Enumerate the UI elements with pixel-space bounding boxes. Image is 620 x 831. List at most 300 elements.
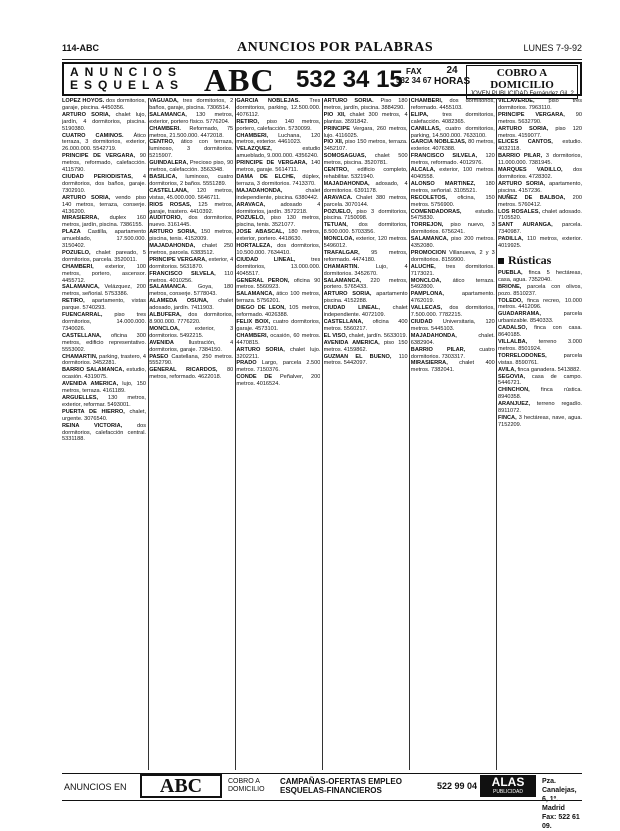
- classified-ad: [324, 139, 408, 153]
- ad-text: piso 3 dormitorios, piscina. 7150098.: [323, 208, 408, 222]
- ad-text: oficina 400 metros. 5560217.: [323, 319, 408, 332]
- classified-ad: [62, 354, 146, 368]
- footer-campaigns-2: ESQUELAS-FINANCIEROS: [280, 786, 382, 795]
- ad-heading: GENERAL PERON,: [236, 277, 290, 284]
- classified-ad: [498, 353, 582, 367]
- ad-heading: PIO XII,: [323, 139, 344, 146]
- ad-text: dos dormitorios. 4728302.: [498, 167, 582, 180]
- ad-heading: ARTURO SORIA,: [149, 229, 197, 236]
- ad-heading: CIUDAD: [410, 319, 433, 325]
- ad-heading: PLAZA: [62, 229, 81, 236]
- ad-heading: MARQUES VADILLO,: [498, 167, 563, 174]
- classified-ad: [324, 195, 408, 209]
- classified-ad: [498, 181, 582, 195]
- classified-ad: [324, 305, 408, 319]
- ad-text: 110 metros. 4010256.: [149, 270, 234, 284]
- classified-ad: [62, 250, 146, 264]
- classified-ad: [149, 326, 233, 340]
- ad-text: edificio completo, rehabilitar. 5321940.: [323, 167, 408, 180]
- classified-ad: [411, 360, 495, 374]
- classified-ad: [411, 291, 495, 305]
- ad-text: Ático terraza, 3 dormitorios, exterior, 26.000.000. 5542719.: [62, 132, 146, 153]
- ad-heading: POZUELO,: [236, 215, 265, 222]
- ad-text: Universitaria, 120 metros. 5445103.: [410, 319, 495, 332]
- ad-heading: CASTELLANA,: [149, 187, 189, 194]
- ad-text: dos dormitorios, garaje, piscina. 4450356.: [62, 98, 146, 111]
- classified-ad: [62, 195, 146, 216]
- ad-heading: AVILA,: [498, 366, 516, 373]
- ad-text: estudio amueblado, 9.000.000. 4356240.: [236, 146, 321, 160]
- ad-heading: ALBUFERA,: [149, 312, 182, 319]
- ad-text: piso tres dormitorios. 7963110.: [498, 98, 582, 111]
- column-divider: [235, 98, 236, 770]
- ad-heading: GARCIA NOBLEJAS.: [236, 98, 300, 104]
- column-divider: [496, 98, 497, 770]
- section-title: ANUNCIOS POR PALABRAS: [237, 40, 434, 55]
- ad-text: ocasión, 60 metros. 4470815.: [236, 332, 321, 346]
- classified-ad: [149, 112, 233, 126]
- ad-text: parcela urbanizable. 8540333.: [498, 311, 582, 325]
- ad-text: dos dormitorios, 10.500.000. 7634410.: [236, 243, 321, 256]
- ad-text: dos dormitorios, reformado. 4455103.: [410, 98, 495, 111]
- ad-text: Castellana, 250 metros. 5552790.: [149, 353, 234, 367]
- fax-label: FAX: [406, 67, 422, 76]
- classified-ad: [498, 139, 582, 153]
- ad-text: chalet lujo, jardín, 4 dormitorios, piscina. 5190380.: [62, 111, 146, 132]
- ad-text: Villanueva, 2 y 3 dormitorios. 8159900.: [410, 249, 495, 263]
- ad-heading: TETUAN,: [323, 222, 348, 229]
- ad-text: chalet, jardín. 5633019.: [348, 332, 408, 339]
- ad-heading: MONCLOA,: [323, 236, 355, 243]
- classified-ad: [411, 264, 495, 278]
- classified-ad: [62, 174, 146, 195]
- banner-line-1: ANUNCIOS: [70, 65, 183, 79]
- ad-text: parcela vistas. 8590761.: [498, 352, 582, 366]
- footer-campaigns-1: CAMPAÑAS-OFERTAS EMPLEO: [280, 777, 402, 786]
- ad-text: chalet adosado. 7105520.: [498, 208, 582, 222]
- alas-logo: [480, 775, 536, 797]
- classified-ad: [149, 98, 233, 112]
- ad-text: chalet, urgente. 3076540.: [62, 408, 146, 422]
- classified-ad: [236, 347, 320, 361]
- ad-heading: GUZMAN EL BUENO,: [323, 353, 392, 360]
- ad-text: exterior, 100 metros, portero, ascensor. 4455712.: [62, 263, 146, 284]
- classified-ad: [411, 347, 495, 361]
- ad-text: 200 metros. 5760412.: [498, 194, 582, 208]
- ad-text: luminoso, cuatro dormitorios, 2 baños. 5551289.: [149, 173, 234, 187]
- ad-text: casa de campo. 5446721.: [498, 373, 582, 387]
- ad-heading: AVENIDA AMERICA,: [62, 381, 119, 388]
- column-divider: [322, 98, 323, 770]
- header-rule: [62, 59, 582, 60]
- ad-text: chalet independiente. 4072109.: [323, 305, 408, 319]
- ad-text: vendo piso 140 metros, terraza, conserje. 4136200.: [62, 194, 146, 215]
- classified-ad: [324, 209, 408, 223]
- ad-heading: ARANJUEZ,: [498, 401, 531, 408]
- ad-text: 3 dormitorios, 11.000.000. 7381945.: [498, 153, 582, 167]
- classified-ad: [498, 367, 582, 374]
- classified-ad: [62, 284, 146, 298]
- ad-heading: ALUCHE,: [410, 263, 436, 270]
- classifieds-banner: [62, 62, 582, 96]
- classified-ad: [236, 257, 320, 278]
- ad-heading: LOS ROSALES,: [498, 208, 541, 215]
- footer-cobro: [228, 778, 265, 794]
- classified-ad: [498, 209, 582, 223]
- classified-ad: [411, 278, 495, 292]
- cobro-subtitle: JOVEN PUBLICIDAD Fernández Gil, 2: [470, 91, 574, 97]
- ad-text: dos dormitorios, 7.500.000. 7782215.: [410, 305, 495, 319]
- ad-heading: RECOLETOS,: [410, 194, 448, 201]
- classified-ad: [149, 160, 233, 174]
- ad-text: exterior, 3 dormitorios. 5492215.: [149, 325, 234, 339]
- classified-ad: [411, 98, 495, 112]
- ad-heading: CHAMBERI,: [410, 98, 443, 104]
- ad-heading: FUENCARRAL,: [62, 312, 103, 319]
- ad-heading: VELAZQUEZ,: [236, 146, 272, 153]
- classified-ad: [236, 333, 320, 347]
- ad-heading: MONCLOA,: [410, 277, 442, 284]
- classified-ad: [236, 243, 320, 257]
- classified-ad: [324, 236, 408, 250]
- ad-heading: NUÑEZ DE BALBOA,: [498, 194, 566, 201]
- classified-ad: [62, 395, 146, 409]
- classified-ad: [324, 167, 408, 181]
- ad-heading: PRADO: [236, 360, 257, 367]
- ad-heading: PRINCIPE VERGARA,: [149, 256, 207, 263]
- classified-ad: [498, 195, 582, 209]
- ad-text: 80 metros, exterior. 4076388.: [410, 139, 495, 153]
- ad-heading: JOSE ABASCAL,: [236, 229, 285, 236]
- ad-text: estudio, ocasión. 4319075.: [62, 367, 146, 381]
- ad-text: Piso 180 metros, jardín, piscina. 3884290.: [323, 98, 408, 111]
- classified-ad: [62, 381, 146, 395]
- classified-ad: [62, 333, 146, 354]
- ad-text: adosado 4 dormitorios, jardín. 3572218.: [236, 201, 321, 215]
- ad-text: parking, trastero, 4 dormitorios. 3452281.: [62, 353, 146, 367]
- ad-heading: ARTURO SORIA,: [498, 180, 546, 187]
- footer-cobro-1: COBRO A: [228, 778, 260, 785]
- ad-heading: BARRIO PILAR,: [410, 346, 466, 353]
- ad-heading: CASTELLANA,: [62, 332, 102, 339]
- ad-heading: CHAMBERI.: [149, 125, 181, 132]
- ad-text: 4 dormitorios, dos baños, garaje. 7302910.: [62, 173, 146, 194]
- classified-ad: [498, 298, 582, 312]
- ad-heading: ARAVACA.: [323, 194, 353, 201]
- classified-ad: [62, 409, 146, 423]
- ad-heading: ELICES CANTOS,: [498, 139, 553, 146]
- ad-text: finca rústica. 8940358.: [498, 387, 582, 401]
- ad-heading: MIRASIERRA,: [410, 360, 448, 367]
- footer-ad: [62, 773, 582, 830]
- classified-ad: [324, 153, 408, 167]
- ad-column: [324, 98, 408, 770]
- ad-heading: CHINCHON,: [498, 387, 530, 394]
- ad-heading: PRINCIPE: [323, 125, 351, 132]
- ad-text: piso tres dormitorios, 14.000.000. 7340026.: [62, 312, 146, 332]
- ad-text: oficina 90 metros. 5560923.: [236, 277, 321, 291]
- ad-text: 150 metros, piscina, tenis. 4152009.: [149, 229, 234, 243]
- ad-text: cuatro dormitorios. 7303317.: [410, 346, 495, 360]
- ad-text: 105 metros, reformado. 4026388.: [236, 305, 321, 319]
- ad-column: [62, 98, 146, 770]
- ad-text: apartamento. 4762019.: [410, 291, 495, 305]
- classified-ad: [411, 333, 495, 347]
- ad-heading: DAMA DE ELCHE,: [236, 173, 296, 180]
- ad-text: dos dormitorios, calefacción central. 5331188.: [62, 422, 146, 443]
- ad-text: 110 metros. 5442097.: [323, 353, 408, 367]
- classified-ad: [236, 133, 320, 147]
- ad-heading: CENTRO,: [323, 167, 349, 174]
- classified-ad: [411, 209, 495, 223]
- ad-text: 180 metros, señorial. 3105521.: [410, 180, 495, 194]
- ad-heading: VILLALBA,: [498, 339, 528, 345]
- ad-text: piso 150 metros. 4159862.: [323, 339, 408, 353]
- ad-heading: POZUELO,: [62, 249, 91, 256]
- ad-text: adosado, 4 dormitorios. 6391178.: [323, 180, 408, 194]
- ad-column: [236, 98, 320, 770]
- ad-heading: GARCIA NOBLEJAS,: [410, 139, 467, 146]
- ad-heading: ARTURO SORIA,: [498, 125, 549, 132]
- footer-address-2: Fax: 522 61 09.: [542, 814, 580, 830]
- classified-ad: [324, 126, 408, 140]
- ad-text: exterior, 4 dormitorios. 5631870.: [149, 256, 234, 270]
- ad-heading: PAMPLONA,: [410, 291, 444, 298]
- ad-heading: ARTURO SORIA,: [62, 111, 111, 118]
- classified-ad: [498, 126, 582, 140]
- classified-ad: [62, 298, 146, 312]
- section-heading-rusticas: [498, 253, 582, 268]
- ad-column: [498, 98, 582, 770]
- classified-ad: [411, 139, 495, 153]
- ad-heading: CANILLAS,: [410, 125, 441, 132]
- ad-heading: HORTALEZA,: [236, 243, 273, 250]
- ad-text: exterior, 120 metros. 5496012.: [323, 236, 408, 250]
- ad-heading: DIEGO DE LEON,: [236, 305, 286, 312]
- alas-sub: PUBLICIDAD: [492, 789, 523, 795]
- ad-heading: GUINDALERA,: [149, 160, 189, 167]
- ad-text: 90 metros. 5632790.: [498, 111, 582, 125]
- classified-ad: [149, 354, 233, 368]
- ad-text: 3 hectáreas, nave, agua. 7152209.: [498, 414, 582, 428]
- page-header: [62, 40, 582, 58]
- classified-ad: [149, 202, 233, 216]
- classified-ad: [149, 215, 233, 229]
- classified-ad: [411, 112, 495, 126]
- classified-ad: [149, 271, 233, 285]
- classified-ad: [236, 229, 320, 243]
- ad-heading: FINCA,: [498, 414, 517, 421]
- ad-text: tres dormitorios, calefacción. 4082365.: [410, 111, 495, 125]
- ad-heading: SANT AURANGA,: [498, 222, 553, 229]
- classified-ad: [236, 188, 320, 202]
- ad-heading: CUATRO CAMINOS.: [62, 132, 124, 139]
- ad-text: 80 metros, reformado. 4622018.: [149, 367, 234, 381]
- ad-text: dos dormitorios, 8.500.000. 5703356.: [323, 222, 408, 236]
- ad-text: piso 200 metros. 4352080.: [410, 236, 495, 250]
- classified-ad: [149, 340, 233, 354]
- ad-text: 220 metros, portero. 5765433.: [323, 277, 408, 291]
- ad-heading: SALAMANCA,: [323, 277, 362, 284]
- classified-ad: [498, 374, 582, 388]
- classified-ad: [411, 319, 495, 333]
- ad-heading: AUDITORIO,: [149, 215, 183, 222]
- classified-ad: [236, 119, 320, 133]
- ad-heading: BARRIO PILAR,: [498, 153, 543, 160]
- ad-text: chalet 500 metros, piscina. 3520781.: [323, 153, 408, 167]
- ad-heading: ALONSO MARTINEZ,: [410, 180, 476, 187]
- hours-number: 24: [446, 65, 458, 76]
- ad-text: Vergara, 260 metros, lujo. 4116025.: [323, 125, 408, 139]
- classified-ad: [236, 98, 320, 119]
- footer-abc-logo: ABC: [140, 774, 222, 798]
- ad-heading: SOMOSAGUAS,: [323, 153, 367, 160]
- ad-text: apartamento, vistas parque. 5740293.: [62, 298, 146, 312]
- ad-text: dúplex, terraza, 3 dormitorios. 7413370.: [236, 173, 321, 187]
- ad-column: [149, 98, 233, 770]
- classified-ad: [498, 112, 582, 126]
- column-divider: [409, 98, 410, 770]
- ad-text: oficina 300 metros, edificio representativo. 5553002.: [62, 332, 146, 353]
- ad-text: 120 metros, reformado. 4012976.: [410, 153, 495, 167]
- classified-ad: [149, 243, 233, 257]
- ad-heading: MIRASIERRA,: [62, 215, 99, 222]
- ad-heading: FRANCISCO SILVELA,: [410, 153, 478, 160]
- classified-ad: [411, 305, 495, 319]
- ad-heading: PASEO: [149, 353, 169, 360]
- ad-heading: MONCLOA,: [149, 325, 180, 332]
- banner-hours: [434, 65, 470, 87]
- classified-ad: [324, 98, 408, 112]
- classified-ad: [62, 423, 146, 444]
- ad-heading: BRIONE,: [498, 283, 522, 290]
- ad-heading: CHAMBERI,: [62, 263, 94, 270]
- ad-heading: CHAMBERI,: [236, 332, 269, 339]
- ad-text: estudio. 4032118.: [498, 139, 582, 153]
- ad-text: Chalet 380 metros, parcela. 3070144.: [323, 194, 408, 208]
- classified-ad: [324, 291, 408, 305]
- classified-ad: [498, 98, 582, 112]
- ad-heading: ARTURO SORIA,: [236, 346, 285, 353]
- hours-label: HORAS: [434, 76, 471, 87]
- ad-text: Ilustración, 4 dormitorios, garaje. 7384150.: [149, 339, 234, 353]
- banner-phone: 532 34 15: [296, 66, 403, 93]
- ad-heading: GENERAL RICARDOS,: [149, 367, 218, 374]
- ad-heading: CHAMBERI,: [236, 132, 269, 139]
- ad-text: finca con casa. 8640185.: [498, 325, 582, 339]
- ad-text: Velázquez, 200 metros, señorial. 5753386.: [62, 284, 146, 298]
- ad-text: piso nuevo, 3 dormitorios. 6756241.: [410, 222, 495, 236]
- classified-ad: [498, 387, 582, 401]
- ad-heading: CASTELLANA,: [323, 319, 364, 325]
- ad-text: chalet 400 metros. 7382041.: [410, 360, 495, 374]
- ad-text: chalet. 6382904.: [410, 332, 495, 346]
- ad-text: piso 120 metros. 4159077.: [498, 125, 582, 139]
- footer-address-1: Pza. Canalejas, 6, 1º. Madrid: [542, 778, 577, 812]
- classified-ad: [62, 215, 146, 229]
- classified-ad: [236, 202, 320, 216]
- ad-text: ático con terraza, luminoso, 3 dormitorios. 5215907.: [149, 139, 234, 160]
- classified-ad: [236, 146, 320, 160]
- classified-ad: [411, 167, 495, 181]
- ad-text: terreno 3.000 metros. 8501924.: [498, 339, 582, 352]
- classified-ad: [149, 174, 233, 188]
- classified-ad: [149, 367, 233, 381]
- classified-ad: [324, 333, 408, 340]
- classified-ad: [498, 222, 582, 236]
- ad-text: apartamento, piscina. 4157236.: [498, 180, 582, 194]
- ad-text: 95 metros, reformado. 4474180.: [323, 249, 408, 263]
- ad-heading: TORREJON,: [410, 222, 444, 229]
- classified-ad: [498, 270, 582, 284]
- classified-ad: [236, 319, 320, 333]
- ad-text: finca ganadera. 5413882.: [517, 366, 581, 373]
- ad-heading: PRINCIPE DE VERGARA,: [62, 153, 136, 160]
- ad-heading: LOPEZ HOYOS.: [62, 98, 105, 104]
- ad-text: Reformado, 75 metros, 21.500.000. 4472018.: [149, 125, 234, 139]
- classified-ad: [411, 236, 495, 250]
- ad-heading: ARTURO SORIA,: [323, 291, 372, 298]
- ad-text: Luchana, 120 metros, exterior. 4461023.: [236, 132, 321, 146]
- ad-heading: SALAMANCA.: [149, 284, 187, 291]
- section-heading-text: Rústicas: [508, 252, 552, 267]
- classified-ad: [324, 112, 408, 126]
- ad-heading: BARRIO SALAMANCA,: [62, 367, 125, 374]
- ad-heading: CADALSO,: [498, 325, 528, 332]
- ad-heading: FRANCISCO SILVELA,: [149, 270, 216, 277]
- ad-heading: EL VISO,: [323, 332, 348, 339]
- issue-date: LUNES 7-9-92: [523, 43, 582, 53]
- classified-ad: [62, 264, 146, 285]
- ad-heading: RIOS ROSAS,: [149, 201, 192, 208]
- ad-heading: CIUDAD LINEAL,: [236, 256, 296, 263]
- ad-text: Largo, parcela 2.500 metros. 7150376.: [236, 360, 321, 374]
- square-bullet-icon: [498, 258, 504, 264]
- ad-text: 180 metros, exterior, portero. 4418630.: [236, 229, 321, 243]
- ad-heading: ARTURO SORIA,: [62, 194, 111, 201]
- ad-text: chalet lujo. 3202211.: [236, 346, 321, 360]
- ad-text: lujo, 150 metros, terraza. 4161189.: [62, 381, 146, 395]
- ad-heading: CHAMARTIN.: [323, 263, 360, 270]
- classified-ad: [324, 354, 408, 368]
- classified-ad: [236, 160, 320, 174]
- ad-heading: RETIRO,: [62, 298, 85, 305]
- ad-heading: MAJADAHONDA,: [323, 180, 370, 187]
- ad-heading: ALCALA,: [410, 167, 436, 174]
- classified-ad: [62, 229, 146, 250]
- ad-heading: CENTRO,: [149, 139, 175, 146]
- ad-heading: ALAMEDA OSUNA,: [149, 298, 209, 305]
- ad-text: finca 5 hectáreas, casa, agua. 7352040.: [498, 269, 582, 283]
- ad-text: 140 metros, garaje. 5614711.: [236, 160, 321, 174]
- ad-heading: ARGUELLES,: [62, 394, 99, 401]
- ad-heading: CONDE DE: [236, 374, 273, 381]
- ad-text: 90 metros, reformado, calefacción. 4115790.: [62, 153, 146, 174]
- footer-anuncios-en: ANUNCIOS EN: [64, 782, 127, 792]
- ad-text: exterior, 100 metros. 4040558.: [410, 167, 495, 180]
- ad-text: Precioso piso, 90 metros, calefacción. 3563348.: [149, 160, 234, 174]
- classified-ad: [411, 222, 495, 236]
- ad-text: piso 150 metros, terraza. 3452107.: [323, 139, 408, 153]
- ad-heading: FELIX BOIX,: [236, 319, 271, 325]
- ad-heading: SALAMANCA,: [236, 291, 274, 298]
- ad-heading: VAGUADA,: [149, 98, 179, 104]
- classified-ad: [498, 236, 582, 250]
- banner-title: [70, 66, 184, 92]
- column-divider: [148, 98, 149, 770]
- ad-text: estudio. 5475830.: [410, 208, 495, 222]
- abc-logo: ABC: [204, 62, 275, 98]
